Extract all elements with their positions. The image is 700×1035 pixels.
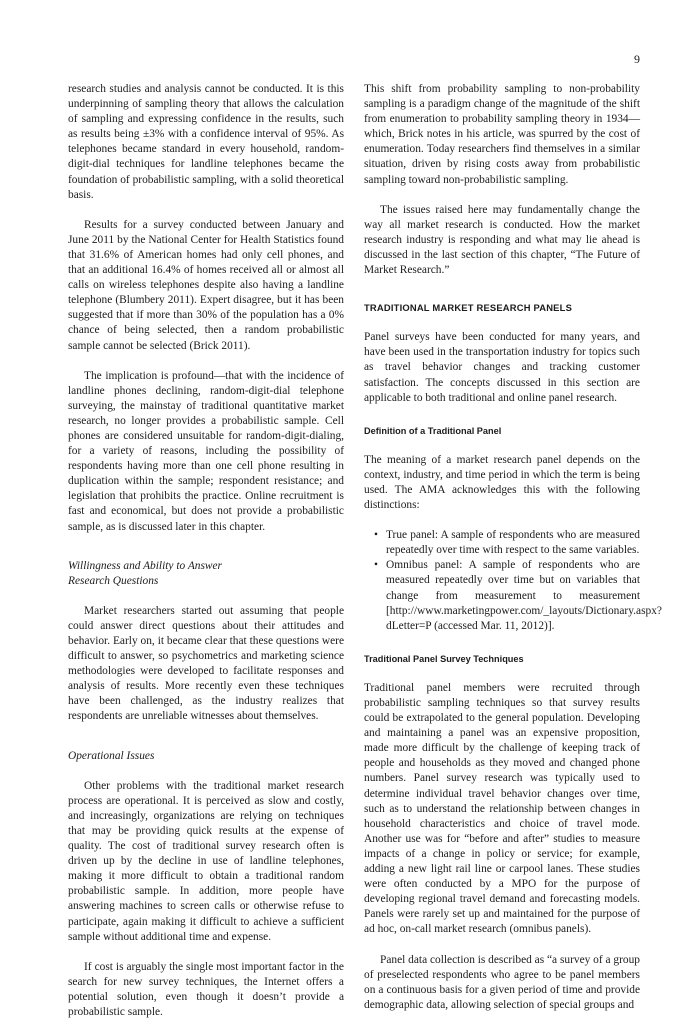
subsection-heading: Traditional Panel Survey Techniques — [364, 653, 524, 664]
paragraph: research studies and analysis cannot be conducted. It is this underpinning of sampling theory that allows the calculation of sampling and expressing confidence in the results, such as results being ±3% with a confidence interval of 95%. As telephones became standard in every household, random-digit-dial techniques for landline telephones became the foundation of probabilistic sampling, with a solid theoretical basis. — [68, 83, 344, 201]
paragraph: The meaning of a market research panel depends on the context, industry, and time period in which the term is being used. The AMA acknowledges this with the following distinctions: — [364, 453, 640, 512]
paragraph: Traditional panel members were recruited through probabilistic sampling techniques so that survey results could be extrapolated to the general population. Developing and maintaining a panel was an expensive proposition, made more difficult by the challenge of keeping track of people and households as they moved and changed phone numbers. Panel survey research was typically used to determine individual travel behavior changes over time, such as to understand the relationship between changes in household characteristics and choice of travel mode. Another use was for “before and after” studies to measure impacts of a change in policy or service; for example, adding a new light rail line or carpool lanes. These studies were often conducted by a MPO for the purpose of developing regional travel demand and forecasting models. Panels were rarely set up and maintained for the purpose of ad hoc, on-call market research (omnibus panels). — [364, 681, 640, 936]
paragraph: If cost is arguably the single most important factor in the search for new survey techniques, the Internet offers a potential solution, even though it doesn’t provide a probabilistic sample. — [68, 960, 344, 1018]
section-subheading — [68, 559, 344, 589]
subsection-heading: Definition of a Traditional Panel — [364, 425, 502, 436]
bullet-icon: • — [374, 559, 378, 572]
page-number: 9 — [634, 52, 640, 66]
bullet-icon: • — [374, 529, 378, 542]
paragraph: The issues raised here may fundamentally change the way all market research is conducted. How the market research industry is responding and what may lie ahead is discussed in the last section of this chapter, “The Future of Market Research.” — [364, 203, 640, 277]
paragraph: Panel data collection is described as “a survey of a group of preselected respondents who agree to be panel members on a continuous basis for a given period of time and provide demographic data, allowing selection of special groups and — [364, 953, 640, 1011]
subheading-line: Research Questions — [68, 574, 159, 587]
paragraph: Other problems with the traditional market research process are operational. It is perceived as slow and costly, and increasingly, organizations are relying on techniques that may be providing quick results at the expense of quality. The cost of traditional survey research often is driven up by the decline in use of landline telephones, making it more difficult to obtain a traditional random probabilistic sample. In addition, more people have answering machines to screen calls or otherwise refuse to participate, again making it difficult to achieve a sufficient sample without additional time and expense. — [68, 779, 344, 943]
bullet-text: Omnibus panel: A sample of respondents who are measured repeatedly over time but on variables that change from measurement to measurement [http://www.marketingpower.com/_layouts/Dictionary.aspx?dLetter=P (accessed Mar. 11, 2012)]. — [386, 559, 662, 632]
bullet-item — [374, 528, 640, 558]
paragraph: Market researchers started out assuming that people could answer direct questions about their attitudes and behavior. Early on, it became clear that these questions were difficult to answer, so psychometrics and marketing science methodologies were developed to facilitate responses and analysis of results. More recently even these techniques have been challenged, as the industry realizes that respondents are unreliable witnesses about themselves. — [68, 604, 344, 723]
paragraph: The implication is profound—that with the incidence of landline phones declining, random-digit-dial telephone surveying, the mainstay of traditional quantitative market research, no longer provides a probabilistic sample. Cell phones are considered unsuitable for random-digit-dialing, for a variety of reasons, including the possibility of respondents having more than one cell phone resulting in duplication within the sample; respondent resistance; and legislation that prohibits the practice. Online recruitment is fast and economical, but does not provide a probabilistic sample, as is discussed later in this chapter. — [68, 369, 344, 533]
paragraph: Results for a survey conducted between January and June 2011 by the National Center for Health Statistics found that 31.6% of American homes had only cell phones, and that an additional 16.4% of homes received all or almost all calls on wireless telephones despite also having a landline telephone (Blumbery 2011). Expert disagree, but it has been suggested that if more than 30% of the population has a 0% chance of being selected, then a random probabilistic sample cannot be selected (Brick 2011). — [68, 218, 344, 352]
section-subheading: Operational Issues — [68, 749, 155, 762]
paragraph: Panel surveys have been conducted for many years, and have been used in the transportation industry for topics such as travel behavior changes and tracking customer satisfaction. The concepts discussed in this section are applicable to both traditional and online panel research. — [364, 331, 640, 404]
subheading-line: Willingness and Ability to Answer — [68, 559, 222, 572]
paragraph: This shift from probability sampling to non-probability sampling is a paradigm change of the magnitude of the shift from enumeration to probability sampling theory in 1934—which, Brick notes in his article, was spurred by the cost of enumeration. Today researchers find themselves in a similar situation, driven by rising costs away from probabilistic sampling toward non-probabilistic sampling. — [364, 83, 640, 186]
section-heading: TRADITIONAL MARKET RESEARCH PANELS — [364, 302, 573, 314]
right-column — [364, 82, 662, 1028]
bullet-item — [374, 558, 662, 633]
bullet-text: True panel: A sample of respondents who are measured repeatedly over time with respect to the same variables. — [386, 529, 640, 557]
bullet-list — [364, 528, 662, 634]
left-column — [68, 82, 344, 1035]
